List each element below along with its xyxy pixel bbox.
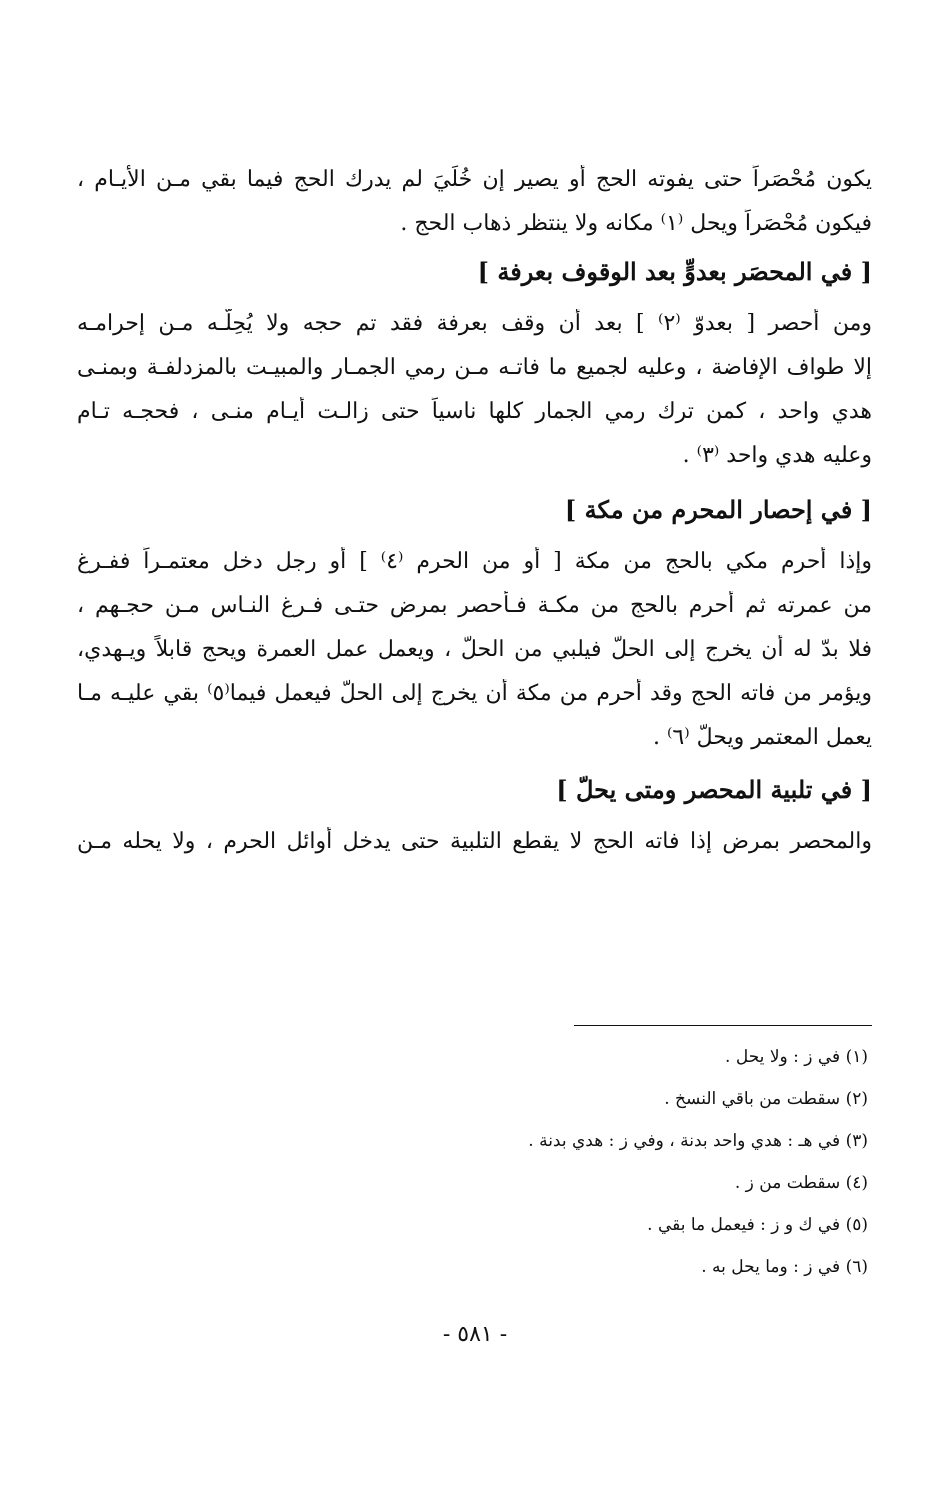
text-line: ومن أحصر [ بعدوّ ⁽٢⁾ ] بعد أن وقف بعرفة فقد تم حجه ولا يُحِلُّـه مـن إحرامـه <box>77 311 872 336</box>
text-line: فلا بدّ له أن يخرج إلى الحلّ فيلبي من الحلّ ، ويعمل عمل العمرة ويحج قابلاً ويـهدي، <box>77 637 872 662</box>
section-heading: [ في إحصار المحرم من مكة ] <box>564 495 872 524</box>
text-line: هدي واحد ، كمن ترك رمي الجمار كلها ناسياً حتى زالـت أيـام منـى ، فحجـه تـام <box>77 399 872 424</box>
footnote: (٥) في ك و ز : فيعمل ما بقي . <box>647 1215 868 1235</box>
text-line: إلا طواف الإفاضة ، وعليه لجميع ما فاتـه مـن رمي الجمـار والمبيـت بالمزدلفـة وبمنـى <box>77 355 872 380</box>
footnote: (٦) في ز : وما يحل به . <box>701 1257 868 1277</box>
body-text <box>77 165 872 871</box>
text-line: وعليه هدي واحد ⁽٣⁾ . <box>682 443 872 468</box>
footnote: (٣) في هـ : هدي واحد بدنة ، وفي ز : هدي بدنة . <box>528 1131 868 1151</box>
page-number: - ٥٨١ - <box>442 1322 508 1347</box>
section-heading: [ في المحصَر بعدوٍّ بعد الوقوف بعرفة ] <box>477 257 872 286</box>
section-heading: [ في تلبية المحصر ومتى يحلّ ] <box>556 775 872 804</box>
text-line: وإذا أحرم مكي بالحج من مكة [ أو من الحرم ⁽٤⁾ ] أو رجل دخل معتمـراً ففـرغ <box>77 549 872 574</box>
footnote-separator <box>574 1025 872 1026</box>
text-line: فيكون مُحْصَراً ويحل ⁽١⁾ مكانه ولا ينتظر ذهاب الحج . <box>400 211 872 236</box>
footnotes <box>168 1044 868 1296</box>
text-line: ويؤمر من فاته الحج وقد أحرم من مكة أن يخرج إلى الحلّ فيعمل فيما⁽٥⁾ بقي عليـه مـا <box>77 681 872 706</box>
text-line: والمحصر بمرض إذا فاته الحج لا يقطع التلبية حتى يدخل أوائل الحرم ، ولا يحله مـن <box>77 829 872 854</box>
text-line: يعمل المعتمر ويحلّ ⁽٦⁾ . <box>653 725 872 750</box>
footnote: (٢) سقطت من باقي النسخ . <box>664 1089 868 1109</box>
footnote: (٤) سقطت من ز . <box>734 1173 868 1193</box>
text-line: من عمرته ثم أحرم بالحج من مكـة فـأحصر بمرض حتـى فـرغ النـاس مـن حجـهم ، <box>77 593 872 618</box>
footnote: (١) في ز : ولا يحل . <box>725 1047 868 1067</box>
text-line: يكون مُحْصَراً حتى يفوته الحج أو يصير إن خُلِّيَ لم يدرك الحج فيما بقي مـن الأيـام ، <box>77 167 872 192</box>
